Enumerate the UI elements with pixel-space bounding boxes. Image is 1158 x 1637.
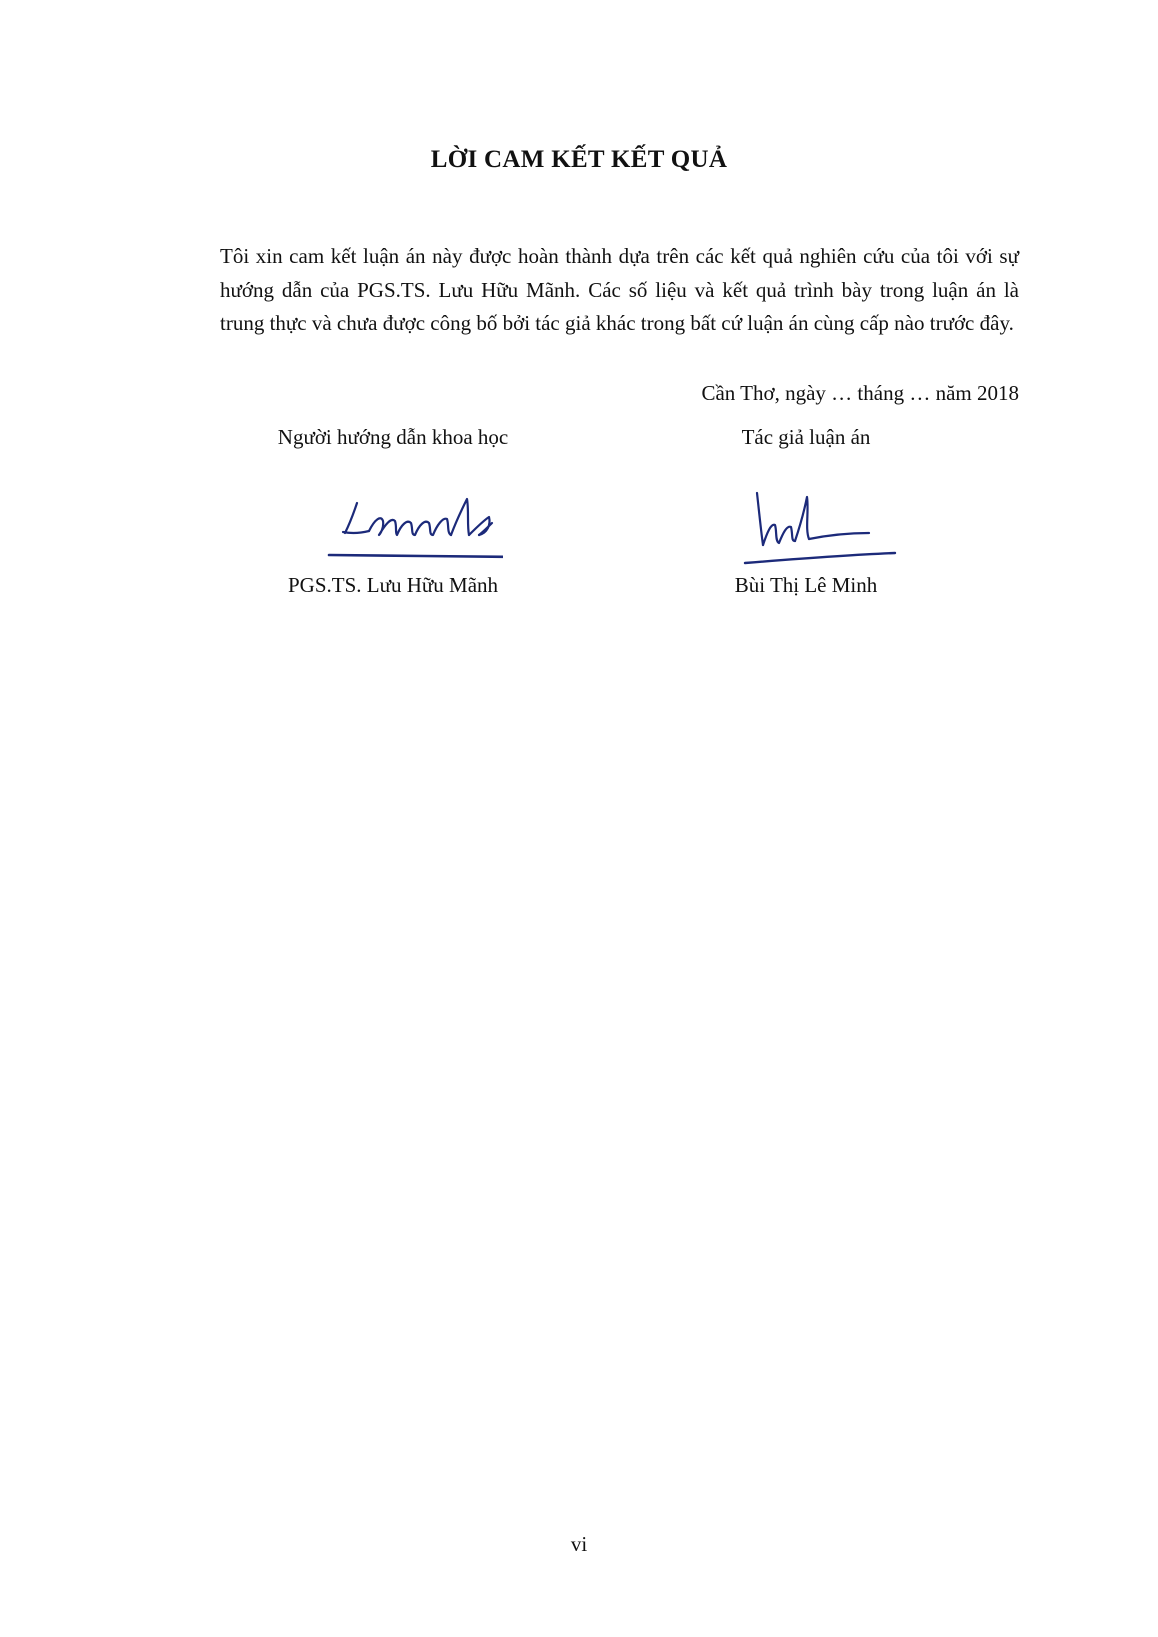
supervisor-signature-image — [283, 455, 503, 573]
supervisor-role: Người hướng dẫn khoa học — [277, 425, 509, 449]
page-number: vi — [570, 1532, 588, 1556]
author-name: Bùi Thị Lê Minh — [734, 573, 878, 597]
commitment-paragraph: Tôi xin cam kết luận án này được hoàn thành dựa trên các kết quả nghiên cứu của tôi với sự hướng dẫn của PGS.TS. Lưu Hữu Mãnh. Các số liệu và kết quả trình bày trong luận án là trung thực và chưa được công bố bởi tác giả khác trong bất cứ luận án cùng cấp nào trước đây. — [220, 244, 1019, 335]
author-signature-block — [705, 425, 907, 598]
page-title: LỜI CAM KẾT KẾT QUẢ — [430, 146, 728, 173]
date-line: Cần Thơ, ngày … tháng … năm 2018 — [701, 381, 1019, 405]
supervisor-signature-block — [258, 425, 528, 598]
author-role: Tác giả luận án — [741, 425, 871, 449]
author-signature-image — [705, 455, 907, 573]
supervisor-name: PGS.TS. Lưu Hữu Mãnh — [287, 573, 499, 597]
